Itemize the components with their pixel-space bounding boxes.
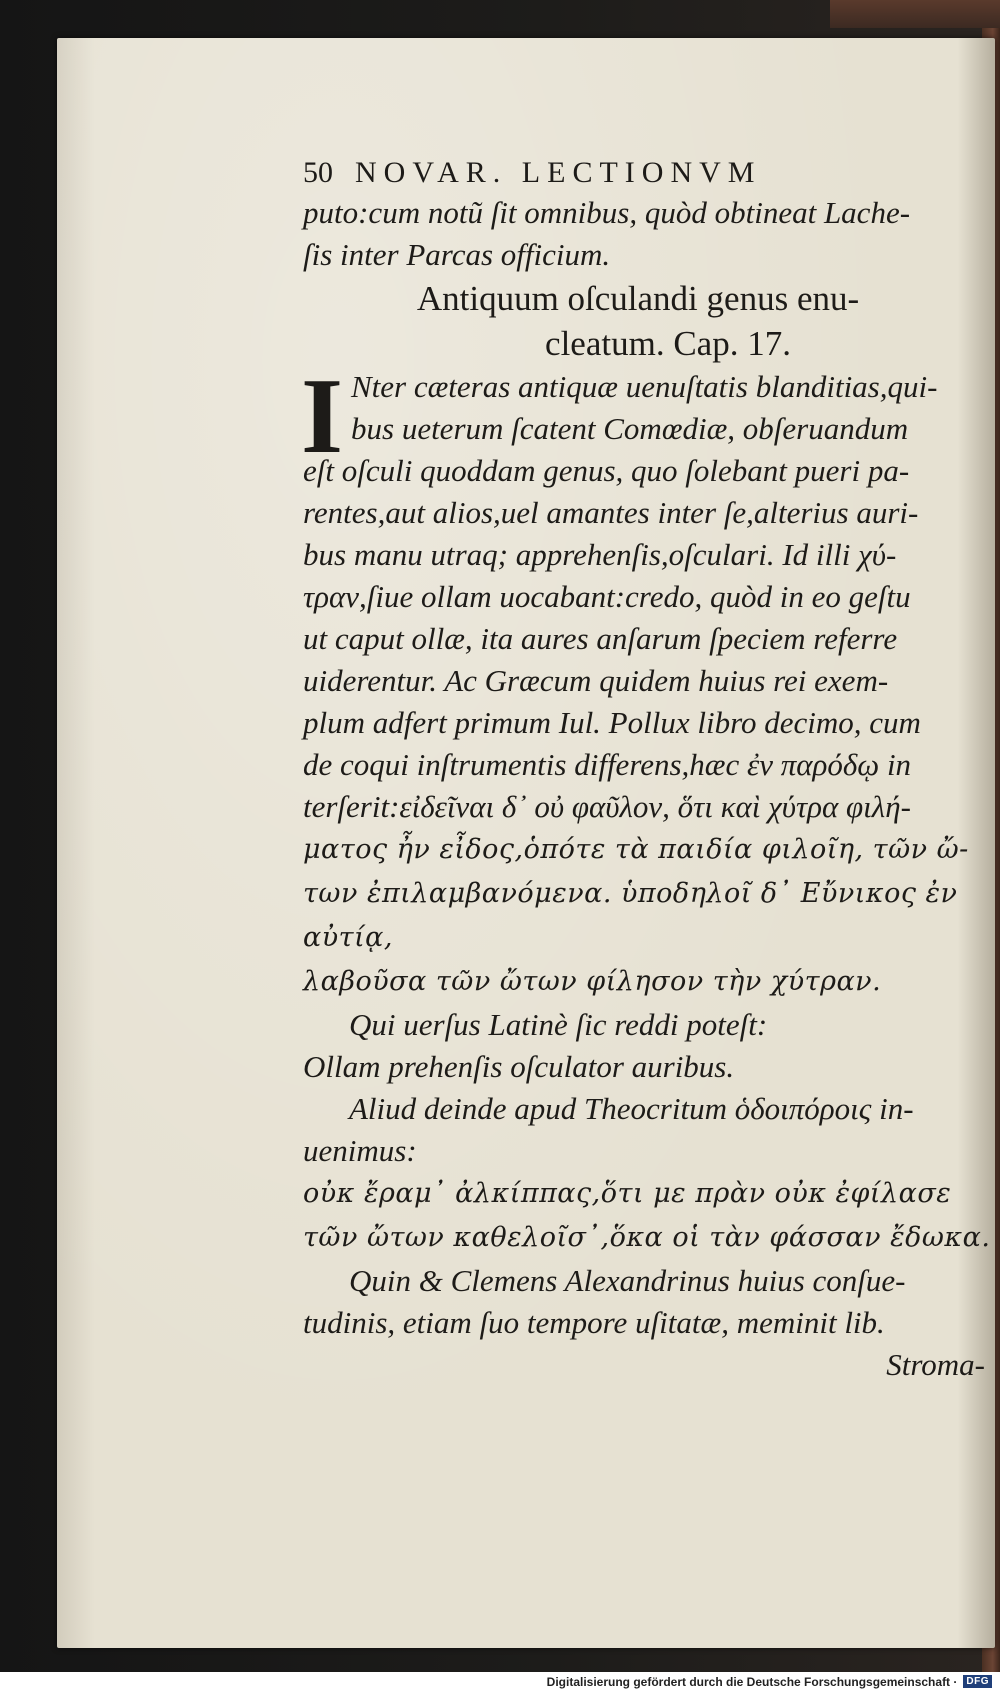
text-line: bus ueterum ſcatent Comœdiæ, obſeruandum (351, 411, 909, 446)
running-head (303, 150, 993, 196)
greek-couplet-line: τῶν ὤτων καθελοῖσ᾽,ὅκα οἱ τὰν φάσσαν ἔδωκα. (303, 1222, 991, 1253)
text-line: Nter cæteras antiquæ uenuſtatis blanditias,qui- (351, 369, 938, 404)
chapter-heading-line-1: Antiquum oſculandi genus enu- (416, 279, 860, 318)
greek-line: των ἐπιλαμβανόμενα. ὑποδηλοῖ δ᾽ Εὔνικος ἐν (303, 878, 958, 909)
catchword: Stroma- (886, 1347, 985, 1382)
text-line: terſerit:εἰδεῖναι δ᾽ οὐ φαῦλον, ὅτι καὶ χύτρα φιλή- (303, 789, 911, 824)
text-line: ut caput ollæ, ita aures anſarum ſpeciem referre (303, 621, 898, 656)
dfg-logo: DFG (963, 1675, 992, 1688)
page-text-block (303, 150, 993, 1386)
digitization-footer (0, 1672, 1000, 1694)
dfg-credit: Digitalisierung gefördert durch die Deutsche Forschungsgemeinschaft · (546, 1675, 958, 1689)
greek-line: ματος ἦν εἶδος,ὁπότε τὰ παιδία φιλοῖη, τῶν ὤ- (303, 834, 969, 865)
chapter-heading-line-2: cleatum. Cap. 17. (545, 324, 791, 363)
page-number: 50 (303, 156, 333, 189)
text-line: uiderentur. Ac Græcum quidem huius rei exem- (303, 663, 889, 698)
latin-verse: Ollam prehenſis oſculator auribus. (303, 1049, 735, 1084)
text-line: puto:cum notũ ſit omnibus, quòd obtineat Lache- (303, 195, 911, 230)
theocritus-intro-line: uenimus: (303, 1133, 417, 1168)
drop-cap: I (301, 357, 344, 476)
text-line: tudinis, etiam ſuo tempore uſitatæ, meminit lib. (303, 1305, 885, 1340)
text-line: de coqui inſtrumentis differens,hæc ἐν παρόδῳ in (303, 747, 912, 782)
text-line: rentes,aut alios,uel amantes inter ſe,alterius auri- (303, 495, 919, 530)
text-line: plum adfert primum Iul. Pollux libro decimo, cum (303, 705, 921, 740)
greek-verse: λαβοῦσα τῶν ὤτων φίλησον τὴν χύτραν. (303, 966, 882, 997)
text-line: τραν,ſiue ollam uocabant:credo, quòd in eo geſtu (303, 579, 911, 614)
book-edge-top (830, 0, 1000, 28)
theocritus-intro-line: Aliud deinde apud Theocritum ὁδοιπόροις in- (349, 1091, 914, 1126)
running-title: NOVAR. LECTIONVM (355, 156, 762, 189)
text-line: ſis inter Parcas officium. (303, 237, 611, 272)
greek-line: αὐτίᾳ, (303, 922, 393, 953)
text-line: eſt oſculi quoddam genus, quo ſolebant pueri pa- (303, 453, 910, 488)
text-line: Quin & Clemens Alexandrinus huius conſue- (349, 1263, 906, 1298)
book-page (57, 38, 995, 1648)
paragraph-1 (301, 357, 993, 960)
text-line: bus manu utraq; apprehenſis,oſculari. Id illi χύ- (303, 537, 897, 572)
greek-couplet-line: οὐκ ἔραμ᾽ ἀλκίππας,ὅτι με πρὰν οὐκ ἐφίλασε (303, 1178, 952, 1209)
latin-intro: Qui uerſus Latinè ſic reddi poteſt: (349, 1007, 768, 1042)
